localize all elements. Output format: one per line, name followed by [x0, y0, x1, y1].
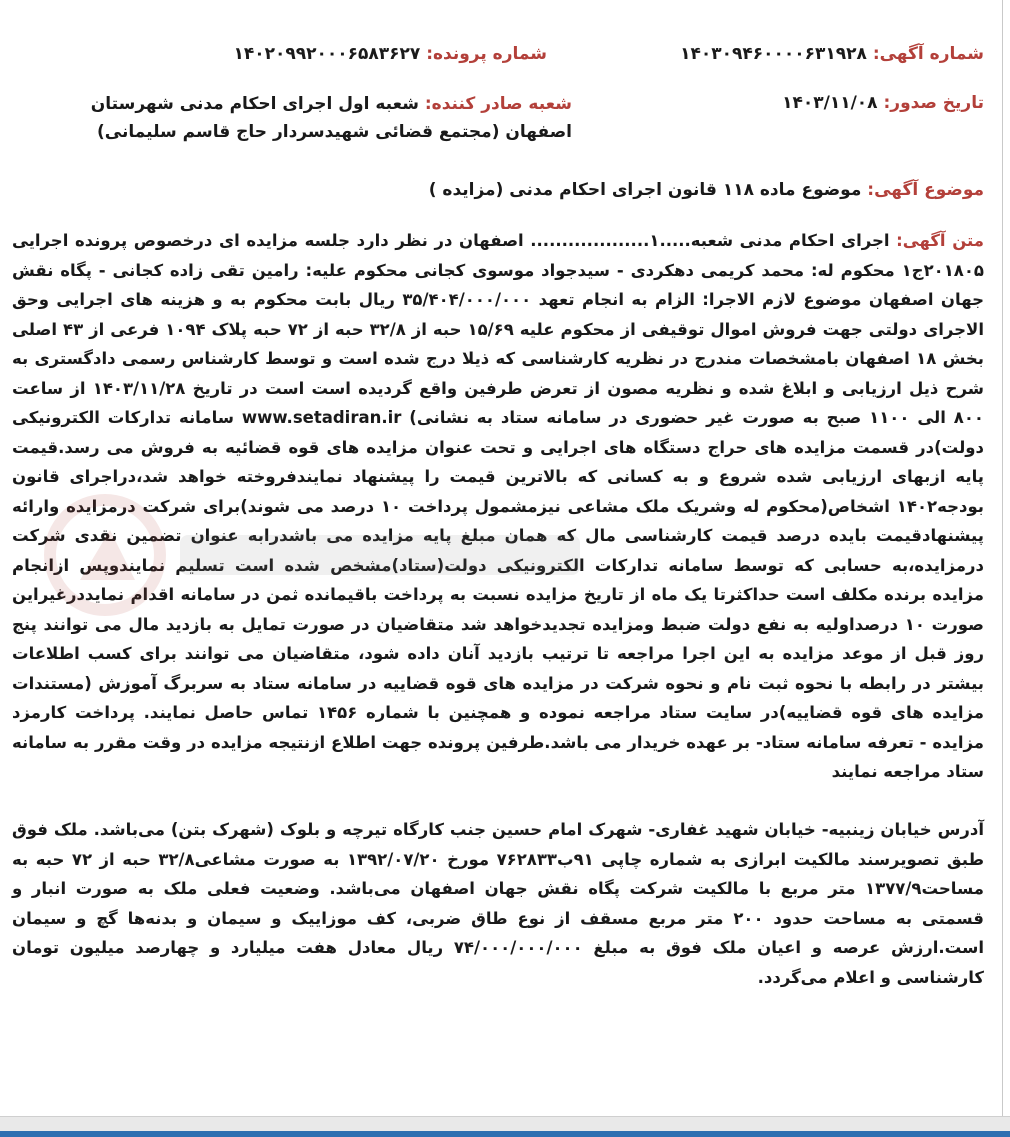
body-label: متن آگهی: — [896, 231, 984, 250]
subject-row — [429, 180, 984, 200]
notice-body — [12, 226, 984, 787]
notice-number-row — [680, 44, 984, 64]
case-number-row — [233, 44, 547, 64]
subject-text: موضوع ماده ۱۱۸ قانون اجرای احکام مدنی (مزایده ) — [428, 180, 862, 200]
issue-date: ۱۴۰۳/۱۱/۰۸ — [782, 93, 878, 113]
issue-date-row — [782, 93, 984, 113]
case-number: ۱۴۰۲۰۹۹۲۰۰۰۶۵۸۳۶۲۷ — [233, 44, 421, 64]
issue-date-label: تاریخ صدور: — [883, 93, 984, 113]
notice-number: ۱۴۰۳۰۹۴۶۰۰۰۰۶۳۱۹۲۸ — [680, 44, 867, 64]
address-text: آدرس خیابان زینبیه- خیابان شهید غفاری- شهرک امام حسین جنب کارگاه تیرچه و بلوک (شهرک بتن) می‌باشد. ملک فوق طبق تصویرسند مالکیت ابرازی به شماره چاپی ۹۱ب۷۶۲۸۳۳ مورخ ۱۳۹۲/۰۷/۲۰ به صورت مشاعی۳۲/۸ حبه از ۷۲ حبه به مساحت۱۳۷۷/۹ متر مربع با مالکیت شرکت پگاه نقش جهان اصفهان می‌باشد. وضعیت فعلی ملک به صورت انبار و قسمتی به مساحت حدود ۲۰۰ متر مربع مسقف از نوع طاق ضربی، کف موزاییک و سیمان و بدنه‌ها گچ و سیمان است.ارزش عرصه و اعیان ملک فوق به مبلغ ۷۴/۰۰۰/۰۰۰/۰۰۰ ریال معادل هفت میلیارد و چهارصد میلیون تومان کارشناسی و اعلام می‌گردد. — [12, 820, 984, 987]
taskbar-edge — [0, 1131, 1010, 1137]
issuer-name: شعبه اول اجرای احکام مدنی شهرستان اصفهان (مجتمع قضائی شهیدسردار حاج قاسم سلیمانی) — [90, 94, 572, 142]
property-address — [12, 815, 984, 992]
issuer-label: شعبه صادر کننده: — [424, 94, 572, 114]
notice-number-label: شماره آگهی: — [872, 44, 984, 64]
issuer-block — [72, 90, 572, 146]
case-number-label: شماره پرونده: — [426, 44, 547, 64]
body-text: اجرای احکام مدنی شعبه.....۱................... اصفهان در نظر دارد جلسه مزایده ای درخصوص پرونده اجرایی ۲۰۱۸۰۵ج۱ محکوم له: محمد کریمی دهکردی - سیدجواد موسوی کجانی محکوم علیه: رامین تقی زاده کجانی - پگاه نقش جهان اصفهان موضوع لازم الاجرا: الزام به انجام تعهد ۳۵/۴۰۴/۰۰۰/۰۰۰ ریال بابت محکوم به و هزینه های اجرایی وحق الاجرای دولتی جهت فروش اموال توقیفی از محکوم علیه ۱۵/۶۹ حبه از ۳۲/۸ حبه از ۷۲ حبه پلاک ۱۰۹۴ فرعی از ۴۳ اصلی بخش ۱۸ اصفهان بامشخصات مندرج در نظریه کارشناسی که ذیلا درج شده است و توسط کارشناس رسمی دادگستری به شرح ذیل ارزیابی و ابلاغ شده و نظریه مصون از تعرض طرفین واقع گردیده است است در تاریخ ۱۴۰۳/۱۱/۲۸ از ساعت ۸۰۰ الی ۱۱۰۰ صبح به صورت غیر حضوری در سامانه ستاد به نشانی) www.setadiran.ir سامانه تدارکات الکترونیکی دولت)در قسمت مزایده های حراج دستگاه های اجرایی و تحت عنوان مزایده های قوه قضائیه به فروش می رسد.قیمت پایه ازبهای ارزیابی شده شروع و به کسانی که بالاترین قیمت را پیشنهاد نمایندفروخته خواهد شد،دراجرای قانون بودجه۱۴۰۲ اشخاص(محکوم له وشریک ملک مشاعی نیزمشمول پرداخت ۱۰ درصد می شوند)برای شرکت درمزایده وارائه پیشنهادقیمت بایده درصد قیمت کارشناسی مال که همان مبلغ پایه مزایده می باشدرابه عنوان تضمین نقدی شرکت درمزایده،به حسابی که توسط سامانه تدارکات الکترونیکی دولت(ستاد)مشخص شده است تسلیم نمایندوپس ازانجام مزایده برنده مکلف است حداکثرتا یک ماه از تاریخ مزایده نسبت به پرداخت باقیمانده ثمن در سامانه اقدام نمایددرغیراین صورت ۱۰ درصداولیه به نفع دولت ضبط ومزایده تجدیدخواهد شد متقاضیان در صورت تمایل به بازدید مال می توانند پنج روز قبل از موعد مزایده به این اجرا مراجعه تا ترتیب بازدید آنان داده شود، متقاضیان می توانند برای کسب اطلاعات بیشتر در رابطه با نحوه ثبت نام و نحوه شرکت در مزایده های قوه قضاییه در سامانه ستاد به سربرگ آموزش (مستندات مزایده های قوه قضاییه)در سایت ستاد مراجعه نموده و همچنین با شماره ۱۴۵۶ تماس حاصل نمایند. پرداخت کارمزد مزایده - تعرفه سامانه ستاد- بر عهده خریدار می باشد.طرفین پرونده جهت اطلاع ازنتیجه مزایده در وقت مقرر به سامانه ستاد مراجعه نمایند — [12, 231, 985, 781]
window-bottom-strip — [0, 1116, 1010, 1137]
subject-label: موضوع آگهی: — [867, 180, 984, 200]
